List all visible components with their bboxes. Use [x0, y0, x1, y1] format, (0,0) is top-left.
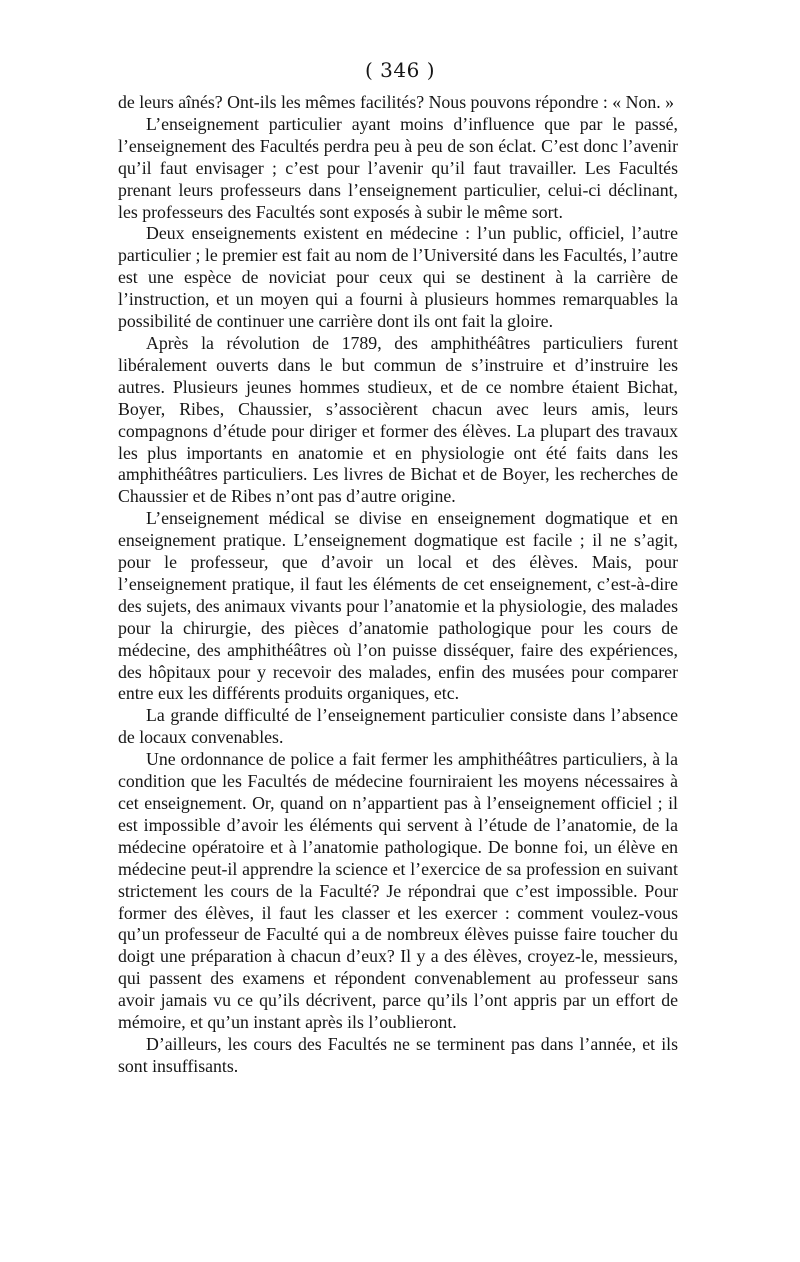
body-text — [118, 92, 678, 1078]
paragraph-medical-teaching: L’enseignement médical se divise en enseignement dogmatique et en enseignement pratique. L’enseignement dogmatique est facile ; il ne s’agit, pour le professeur, que d’avoir un local et des élèves. Mais, pour l’enseignement pratique, il faut les éléments de cet enseignement, c’est-à-dire des sujets, des animaux vivants pour l’anatomie et la physiologie, des malades pour la chirurgie, des pièces d’anatomie pathologique pour les cours de médecine, des amphithéâtres où l’on puisse disséquer, faire des expériences, des hôpitaux pour y recevoir des malades, enfin des musées pour comparer entre eux les différents produits organiques, etc. — [118, 508, 678, 704]
paragraph-revolution-1789: Après la révolution de 1789, des amphithéâtres particuliers furent libéralement ouverts dans le but commun de s’instruire et d’instruire les autres. Plusieurs jeunes hommes studieux, et de ce nombre étaient Bichat, Boyer, Ribes, Chaussier, s’associèrent chacun avec leurs amis, leurs compagnons d’étude pour diriger et former des élèves. La plupart des travaux les plus importants en anatomie et en physiologie ont été faits dans les amphithéâtres particuliers. Les livres de Bichat et de Boyer, les recherches de Chaussier et de Ribes n’ont pas d’autre origine. — [118, 332, 678, 507]
paragraph-continuation: de leurs aînés? Ont-ils les mêmes facilités? Nous pouvons répondre : « Non. » — [118, 92, 675, 112]
paragraph-conclusion: D’ailleurs, les cours des Facultés ne se terminent pas dans l’année, et ils sont insuffisants. — [118, 1033, 678, 1076]
paragraph-two-teachings: Deux enseignements existent en médecine : l’un public, officiel, l’autre particulier ; le premier est fait au nom de l’Université dans les Facultés, l’autre est une espèce de noviciat pour ceux qui se destinent à la carrière de l’instruction, et un moyen qui a fourni à plusieurs hommes remarquables la possibilité de continuer une carrière dont ils ont fait la gloire. — [118, 223, 678, 332]
page-number: ( 346 ) — [365, 58, 435, 82]
paragraph-influence: L’enseignement particulier ayant moins d’influence que par le passé, l’enseignement des Facultés perdra peu à peu de son éclat. C’est donc l’avenir qu’il faut envisager ; c’est pour l’avenir qu’il faut travailler. Les Facultés prenant leurs professeurs dans l’enseignement particulier, celui-ci déclinant, les professeurs des Facultés sont exposés à subir le même sort. — [118, 113, 678, 222]
paragraph-difficulty: La grande difficulté de l’enseignement particulier consiste dans l’absence de locaux convenables. — [118, 705, 678, 748]
paragraph-police-ordinance: Une ordonnance de police a fait fermer les amphithéâtres particuliers, à la condition que les Facultés de médecine fourniraient les moyens nécessaires à cet enseignement. Or, quand on n’appartient pas à l’enseignement officiel ; il est impossible d’avoir les éléments qui servent à l’étude de l’anatomie, de la médecine opératoire et à l’anatomie pathologique. De bonne foi, un élève en médecine peut-il apprendre la science et l’exercice de sa profession en suivant strictement les cours de la Faculté? Je répondrai que c’est impossible. Pour former des élèves, il faut les classer et les exercer : comment voulez-vous qu’un professeur de Faculté qui a de nombreux élèves puisse faire toucher du doigt une préparation à chacun d’eux? Il y a des élèves, croyez-le, messieurs, qui passent des examens et répondent convenablement au professeur sans avoir jamais vu ce qu’ils décrivent, parce qu’ils l’ont appris par un effort de mémoire, et qu’un instant après ils l’oublieront. — [118, 749, 678, 1033]
